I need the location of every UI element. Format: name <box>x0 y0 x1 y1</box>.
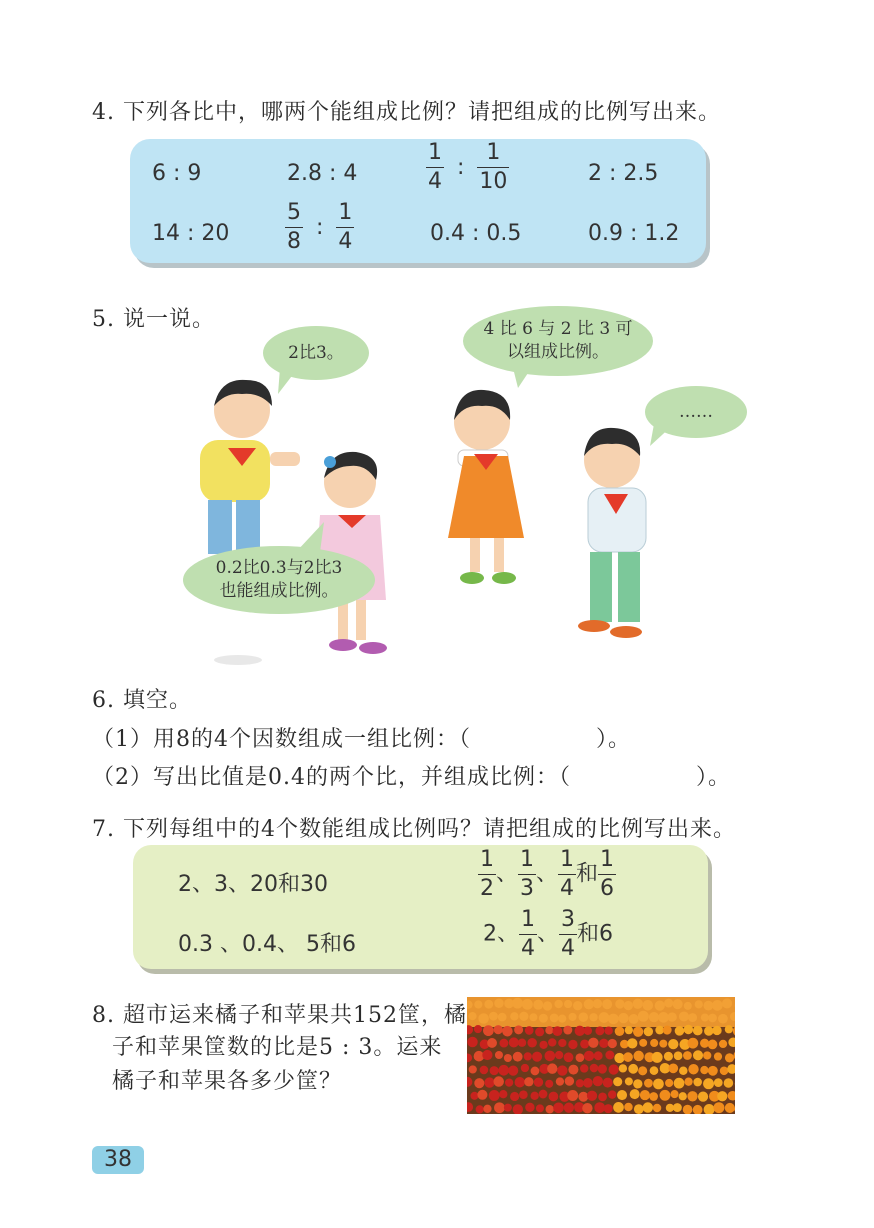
fruit-baskets-photo <box>467 997 735 1114</box>
fill-blank-1: （1）用8的4个因数组成一组比例：（ ）。 <box>92 727 632 752</box>
ratio-box <box>130 139 706 263</box>
number-group-fractions: $\frac{1}{2}$ 、 $\frac{1}{3}$ 、 $\frac{1}{4}$ 和 $\frac{1}{6}$ <box>480 847 615 901</box>
number-group: 2、3、20和30 <box>178 872 328 897</box>
problem-8-line-2: 子和苹果筐数的比是5 : 3。运来 <box>112 1035 443 1060</box>
number-group-fractions: 2、 $\frac{1}{4}$ 、 $\frac{3}{4}$ 和6 <box>483 907 614 961</box>
problem-8-line-3: 橘子和苹果各多少筐？ <box>112 1069 343 1094</box>
bubble-tail <box>292 522 326 556</box>
girl-middle <box>448 390 524 584</box>
ratio-item: 2.8 : 4 <box>287 161 358 186</box>
speech-bubble: 0.2比0.3与2比3 也能组成比例。 <box>183 546 375 614</box>
speech-bubble: …… <box>645 386 747 438</box>
number-group: 0.3 、0.4、 5和6 <box>178 932 356 957</box>
problem-5-title: 5. 说一说。 <box>92 307 215 332</box>
ratio-item: 2 : 2.5 <box>588 161 659 186</box>
fill-blank-2: （2）写出比值是0.4的两个比，并组成比例：（ ）。 <box>92 765 732 790</box>
ratio-item: 6 : 9 <box>152 161 202 186</box>
problem-7-title: 7. 下列每组中的4个数能组成比例吗？请把组成的比例写出来。 <box>92 817 736 842</box>
ratio-item: 0.9 : 1.2 <box>588 221 680 246</box>
ratio-item: 0.4 : 0.5 <box>430 221 522 246</box>
boy-left <box>200 380 300 665</box>
speech-bubble: 4 比 6 与 2 比 3 可 以组成比例。 <box>463 306 653 376</box>
ratio-item-fraction: $\frac{1}{4}$ : $\frac{1}{10}$ <box>428 140 508 194</box>
problem-8-line-1: 8. 超市运来橘子和苹果共152筐，橘 <box>92 1003 467 1028</box>
problem-4-title: 4. 下列各比中，哪两个能组成比例？请把组成的比例写出来。 <box>92 100 721 125</box>
ratio-item: 14 : 20 <box>152 221 230 246</box>
boy-right <box>578 428 646 638</box>
number-group-box <box>133 845 708 969</box>
speech-bubble: 2比3。 <box>263 326 369 380</box>
problem-6-title: 6. 填空。 <box>92 688 192 713</box>
ratio-item-fraction: $\frac{5}{8}$ : $\frac{1}{4}$ <box>287 200 353 254</box>
page-number: 38 <box>92 1146 144 1174</box>
children-illustration <box>180 370 700 665</box>
